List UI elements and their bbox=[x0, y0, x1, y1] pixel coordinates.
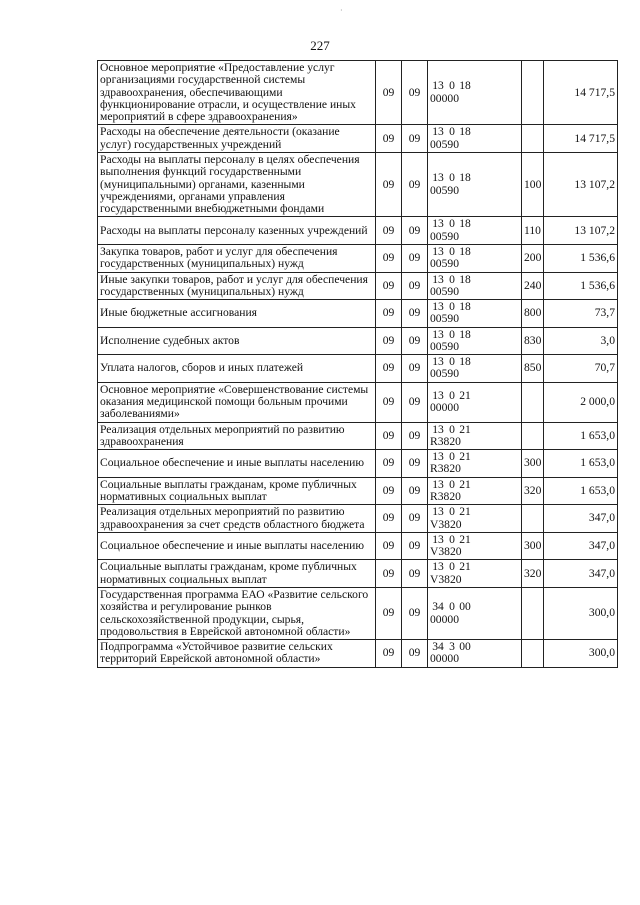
row-target-article bbox=[428, 560, 522, 588]
row-expense-type: 800 bbox=[522, 300, 544, 328]
row-expense-type bbox=[522, 587, 544, 639]
row-target-article bbox=[428, 152, 522, 216]
row-amount: 73,7 bbox=[544, 300, 618, 328]
row-name: Социальные выплаты гражданам, кроме публичных нормативных социальных выплат bbox=[98, 477, 376, 505]
row-target-article bbox=[428, 327, 522, 355]
target-article-part: 13 bbox=[432, 327, 444, 341]
scan-speck: · bbox=[340, 6, 343, 15]
row-subsection: 09 bbox=[402, 640, 428, 668]
target-article-part: 21 bbox=[459, 422, 471, 436]
row-amount: 14 717,5 bbox=[544, 61, 618, 125]
row-amount: 347,0 bbox=[544, 532, 618, 560]
table-row bbox=[98, 450, 618, 478]
target-article-part: 18 bbox=[459, 217, 471, 231]
table-row bbox=[98, 272, 618, 300]
row-section: 09 bbox=[376, 217, 402, 245]
target-article-part: 18 bbox=[459, 327, 471, 341]
row-name: Уплата налогов, сборов и иных платежей bbox=[98, 355, 376, 383]
row-section: 09 bbox=[376, 505, 402, 533]
table-row bbox=[98, 61, 618, 125]
row-amount: 1 536,6 bbox=[544, 272, 618, 300]
row-section: 09 bbox=[376, 300, 402, 328]
row-section: 09 bbox=[376, 125, 402, 153]
target-article-part: 0 bbox=[449, 505, 455, 519]
target-article-part: 18 bbox=[459, 355, 471, 369]
table-row bbox=[98, 560, 618, 588]
row-target-article bbox=[428, 532, 522, 560]
row-target-article bbox=[428, 355, 522, 383]
row-expense-type: 320 bbox=[522, 560, 544, 588]
row-name: Закупка товаров, работ и услуг для обеспечения государственных (муниципальных) нужд bbox=[98, 244, 376, 272]
row-expense-type bbox=[522, 422, 544, 450]
row-expense-type bbox=[522, 125, 544, 153]
row-amount: 300,0 bbox=[544, 587, 618, 639]
budget-table bbox=[97, 60, 618, 668]
row-name: Иные бюджетные ассигнования bbox=[98, 300, 376, 328]
target-article-part: 18 bbox=[459, 300, 471, 314]
target-article-part: V3820 bbox=[430, 517, 462, 531]
row-name: Расходы на выплаты персоналу казенных учреждений bbox=[98, 217, 376, 245]
target-article-part: R3820 bbox=[430, 434, 461, 448]
row-expense-type: 200 bbox=[522, 244, 544, 272]
target-article-part: 00000 bbox=[430, 91, 459, 105]
table-row bbox=[98, 355, 618, 383]
row-subsection: 09 bbox=[402, 272, 428, 300]
row-section: 09 bbox=[376, 422, 402, 450]
target-article-part: 00590 bbox=[430, 183, 459, 197]
row-expense-type bbox=[522, 640, 544, 668]
row-expense-type: 110 bbox=[522, 217, 544, 245]
target-article-part: 0 bbox=[449, 388, 455, 402]
row-section: 09 bbox=[376, 382, 402, 422]
table-row bbox=[98, 640, 618, 668]
row-subsection: 09 bbox=[402, 422, 428, 450]
target-article-part: 13 bbox=[432, 422, 444, 436]
target-article-part: 00 bbox=[459, 600, 471, 614]
target-article-part: 0 bbox=[449, 450, 455, 464]
target-article-part: 00000 bbox=[430, 401, 459, 415]
row-subsection: 09 bbox=[402, 587, 428, 639]
target-article-part: 13 bbox=[432, 450, 444, 464]
target-article-part: 13 bbox=[432, 477, 444, 491]
budget-table-body bbox=[98, 61, 618, 668]
table-row bbox=[98, 152, 618, 216]
row-subsection: 09 bbox=[402, 244, 428, 272]
row-amount: 1 653,0 bbox=[544, 422, 618, 450]
row-target-article bbox=[428, 217, 522, 245]
row-amount: 1 653,0 bbox=[544, 450, 618, 478]
target-article-part: 00590 bbox=[430, 284, 459, 298]
target-article-part: R3820 bbox=[430, 490, 461, 503]
row-section: 09 bbox=[376, 244, 402, 272]
row-amount: 2 000,0 bbox=[544, 382, 618, 422]
target-article-part: 18 bbox=[459, 79, 471, 93]
row-section: 09 bbox=[376, 272, 402, 300]
target-article-part: 0 bbox=[449, 355, 455, 369]
row-section: 09 bbox=[376, 587, 402, 639]
target-article-part: 13 bbox=[432, 171, 444, 185]
target-article-part: 0 bbox=[449, 422, 455, 436]
target-article-part: 00590 bbox=[430, 137, 459, 151]
target-article-part: 0 bbox=[449, 171, 455, 185]
row-amount: 1 536,6 bbox=[544, 244, 618, 272]
row-amount: 300,0 bbox=[544, 640, 618, 668]
row-section: 09 bbox=[376, 477, 402, 505]
table-row bbox=[98, 300, 618, 328]
target-article-part: 21 bbox=[459, 450, 471, 464]
row-name: Иные закупки товаров, работ и услуг для обеспечения государственных (муниципальных) нужд bbox=[98, 272, 376, 300]
row-amount: 70,7 bbox=[544, 355, 618, 383]
row-amount: 3,0 bbox=[544, 327, 618, 355]
table-row bbox=[98, 532, 618, 560]
target-article-part: 21 bbox=[459, 477, 471, 491]
target-article-part: 00000 bbox=[430, 612, 459, 626]
target-article-part: 0 bbox=[449, 217, 455, 231]
row-subsection: 09 bbox=[402, 560, 428, 588]
row-expense-type: 300 bbox=[522, 450, 544, 478]
row-subsection: 09 bbox=[402, 152, 428, 216]
row-subsection: 09 bbox=[402, 125, 428, 153]
row-target-article bbox=[428, 505, 522, 533]
row-expense-type: 240 bbox=[522, 272, 544, 300]
row-name: Социальное обеспечение и иные выплаты населению bbox=[98, 532, 376, 560]
row-target-article bbox=[428, 422, 522, 450]
target-article-part: 13 bbox=[432, 272, 444, 286]
target-article-part: 13 bbox=[432, 532, 444, 546]
target-article-part: 00 bbox=[459, 640, 471, 654]
row-amount: 1 653,0 bbox=[544, 477, 618, 505]
target-article-part: 00590 bbox=[430, 367, 459, 381]
target-article-part: 13 bbox=[432, 217, 444, 231]
target-article-part: 0 bbox=[449, 327, 455, 341]
row-name: Государственная программа ЕАО «Развитие сельского хозяйства и регулирование рынков сельскохозяйственной продукции, сырья, продовольствия в Еврейской автономной области» bbox=[98, 587, 376, 639]
row-name: Подпрограмма «Устойчивое развитие сельских территорий Еврейской автономной области» bbox=[98, 640, 376, 668]
table-row bbox=[98, 382, 618, 422]
row-target-article bbox=[428, 244, 522, 272]
row-subsection: 09 bbox=[402, 532, 428, 560]
row-target-article bbox=[428, 300, 522, 328]
target-article-part: 21 bbox=[459, 560, 471, 574]
target-article-part: 00590 bbox=[430, 257, 459, 271]
row-target-article bbox=[428, 382, 522, 422]
target-article-part: 0 bbox=[449, 79, 455, 93]
target-article-part: 0 bbox=[449, 477, 455, 491]
table-row bbox=[98, 125, 618, 153]
table-row bbox=[98, 244, 618, 272]
row-amount: 347,0 bbox=[544, 505, 618, 533]
target-article-part: 18 bbox=[459, 171, 471, 185]
row-section: 09 bbox=[376, 61, 402, 125]
row-amount: 13 107,2 bbox=[544, 217, 618, 245]
row-subsection: 09 bbox=[402, 217, 428, 245]
target-article-part: 0 bbox=[449, 125, 455, 139]
row-name: Социальные выплаты гражданам, кроме публичных нормативных социальных выплат bbox=[98, 560, 376, 588]
target-article-part: 0 bbox=[449, 560, 455, 574]
row-expense-type: 100 bbox=[522, 152, 544, 216]
row-subsection: 09 bbox=[402, 355, 428, 383]
table-row bbox=[98, 587, 618, 639]
target-article-part: 0 bbox=[449, 244, 455, 258]
row-name: Реализация отдельных мероприятий по развитию здравоохранения за счет средств областного бюджета bbox=[98, 505, 376, 533]
target-article-part: 00590 bbox=[430, 229, 459, 243]
row-amount: 13 107,2 bbox=[544, 152, 618, 216]
row-name: Исполнение судебных актов bbox=[98, 327, 376, 355]
target-article-part: 00590 bbox=[430, 339, 459, 353]
target-article-part: 18 bbox=[459, 125, 471, 139]
row-subsection: 09 bbox=[402, 382, 428, 422]
row-amount: 14 717,5 bbox=[544, 125, 618, 153]
row-subsection: 09 bbox=[402, 477, 428, 505]
table-row bbox=[98, 477, 618, 505]
row-target-article bbox=[428, 640, 522, 668]
target-article-part: 0 bbox=[449, 300, 455, 314]
target-article-part: 13 bbox=[432, 560, 444, 574]
row-name: Основное мероприятие «Совершенствование системы оказания медицинской помощи больным прочими заболеваниями» bbox=[98, 382, 376, 422]
row-target-article bbox=[428, 587, 522, 639]
table-row bbox=[98, 505, 618, 533]
target-article-part: 0 bbox=[449, 532, 455, 546]
target-article-part: 18 bbox=[459, 272, 471, 286]
target-article-part: 13 bbox=[432, 244, 444, 258]
row-name: Расходы на обеспечение деятельности (оказание услуг) государственных учреждений bbox=[98, 125, 376, 153]
row-target-article bbox=[428, 125, 522, 153]
row-target-article bbox=[428, 477, 522, 505]
row-section: 09 bbox=[376, 532, 402, 560]
row-name: Социальное обеспечение и иные выплаты населению bbox=[98, 450, 376, 478]
table-row bbox=[98, 217, 618, 245]
target-article-part: 13 bbox=[432, 300, 444, 314]
row-expense-type bbox=[522, 505, 544, 533]
row-subsection: 09 bbox=[402, 61, 428, 125]
page-number: 227 bbox=[310, 38, 330, 53]
row-expense-type: 830 bbox=[522, 327, 544, 355]
target-article-part: 00590 bbox=[430, 312, 459, 326]
target-article-part: 13 bbox=[432, 505, 444, 519]
row-section: 09 bbox=[376, 152, 402, 216]
row-expense-type bbox=[522, 61, 544, 125]
target-article-part: 34 bbox=[432, 600, 444, 614]
row-subsection: 09 bbox=[402, 300, 428, 328]
row-target-article bbox=[428, 272, 522, 300]
table-row bbox=[98, 327, 618, 355]
target-article-part: 21 bbox=[459, 388, 471, 402]
row-section: 09 bbox=[376, 640, 402, 668]
target-article-part: 13 bbox=[432, 388, 444, 402]
target-article-part: 00000 bbox=[430, 652, 459, 666]
row-expense-type bbox=[522, 382, 544, 422]
row-target-article bbox=[428, 61, 522, 125]
target-article-part: 21 bbox=[459, 532, 471, 546]
target-article-part: 13 bbox=[432, 79, 444, 93]
row-subsection: 09 bbox=[402, 505, 428, 533]
row-expense-type: 320 bbox=[522, 477, 544, 505]
target-article-part: 3 bbox=[449, 640, 455, 654]
target-article-part: V3820 bbox=[430, 572, 462, 586]
target-article-part: 0 bbox=[449, 272, 455, 286]
row-section: 09 bbox=[376, 560, 402, 588]
row-section: 09 bbox=[376, 355, 402, 383]
target-article-part: 13 bbox=[432, 355, 444, 369]
row-section: 09 bbox=[376, 450, 402, 478]
row-subsection: 09 bbox=[402, 450, 428, 478]
target-article-part: 0 bbox=[449, 600, 455, 614]
target-article-part: 34 bbox=[432, 640, 444, 654]
row-expense-type: 300 bbox=[522, 532, 544, 560]
row-expense-type: 850 bbox=[522, 355, 544, 383]
row-amount: 347,0 bbox=[544, 560, 618, 588]
row-name: Расходы на выплаты персоналу в целях обеспечения выполнения функций государственными (муниципальными) органами, казенными учреждениями, органами управления государственными внебюджетными фондами bbox=[98, 152, 376, 216]
row-section: 09 bbox=[376, 327, 402, 355]
row-name: Реализация отдельных мероприятий по развитию здравоохранения bbox=[98, 422, 376, 450]
target-article-part: V3820 bbox=[430, 545, 462, 559]
table-row bbox=[98, 422, 618, 450]
row-name: Основное мероприятие «Предоставление услуг организациями государственной системы здравоохранения, обеспечивающими функционирование отрасли, и осуществление иных мероприятий в сфере здравоохранения» bbox=[98, 61, 376, 125]
target-article-part: R3820 bbox=[430, 462, 461, 476]
target-article-part: 21 bbox=[459, 505, 471, 519]
target-article-part: 18 bbox=[459, 244, 471, 258]
row-subsection: 09 bbox=[402, 327, 428, 355]
row-target-article bbox=[428, 450, 522, 478]
target-article-part: 13 bbox=[432, 125, 444, 139]
